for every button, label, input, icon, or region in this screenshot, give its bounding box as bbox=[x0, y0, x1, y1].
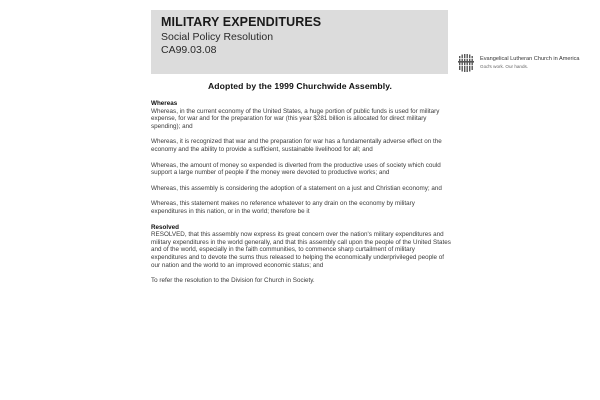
resolved-paragraph-1: RESOLVED, that this assembly now express its great concern over the nation's military expenditures and military expenditures in the world generally, and that this assembly call upon the people of the United States and of the world, especially in the faith communities, to commence sharp curtailment of military expenditures and to devote the sums thus released to helping the economically underprivileged people of our nation and the world to an improved economic status; and bbox=[151, 231, 451, 269]
document-header bbox=[151, 10, 580, 74]
whereas-paragraph-3: Whereas, the amount of money so expended is diverted from the productive uses of society which could support a large number of people if the money were devoted to productive works; and bbox=[151, 161, 441, 177]
document-code: CA99.03.08 bbox=[161, 44, 217, 56]
elca-cross-icon bbox=[457, 53, 475, 73]
whereas-paragraph-2: Whereas, it is recognized that war and the preparation for war has a fundamentally adverse effect on the economy and the ability to provide a sufficient, sustainable livelihood for all; and bbox=[151, 138, 442, 153]
resolved-heading: Resolved bbox=[151, 223, 179, 231]
whereas-heading: Whereas bbox=[151, 100, 178, 107]
document-title: MILITARY EXPENDITURES bbox=[161, 15, 322, 29]
logo-name: Evangelical Lutheran Church in America bbox=[480, 56, 580, 62]
whereas-paragraph-5: Whereas, this statement makes no reference whatever to any drain on the economy by military expenditures in this nation, or in the world; therefore be it bbox=[151, 200, 415, 215]
whereas-paragraph-1: Whereas, in the current economy of the United States, a huge portion of public funds is used for military expense, for war and for the preparation for war (this year $281 billion is allocated for direct military spending); and bbox=[151, 107, 440, 130]
resolved-paragraph-2: To refer the resolution to the Division for Church in Society. bbox=[151, 277, 315, 285]
whereas-paragraph-4: Whereas, this assembly is considering the adoption of a statement on a just and Christian economy; and bbox=[151, 184, 442, 192]
document-subtitle: Social Policy Resolution bbox=[161, 31, 274, 43]
logo-tagline: God's work. Our hands. bbox=[480, 64, 529, 69]
adopted-line: Adopted by the 1999 Churchwide Assembly. bbox=[207, 81, 393, 91]
resolution-body bbox=[151, 100, 451, 285]
elca-logo bbox=[451, 49, 597, 76]
